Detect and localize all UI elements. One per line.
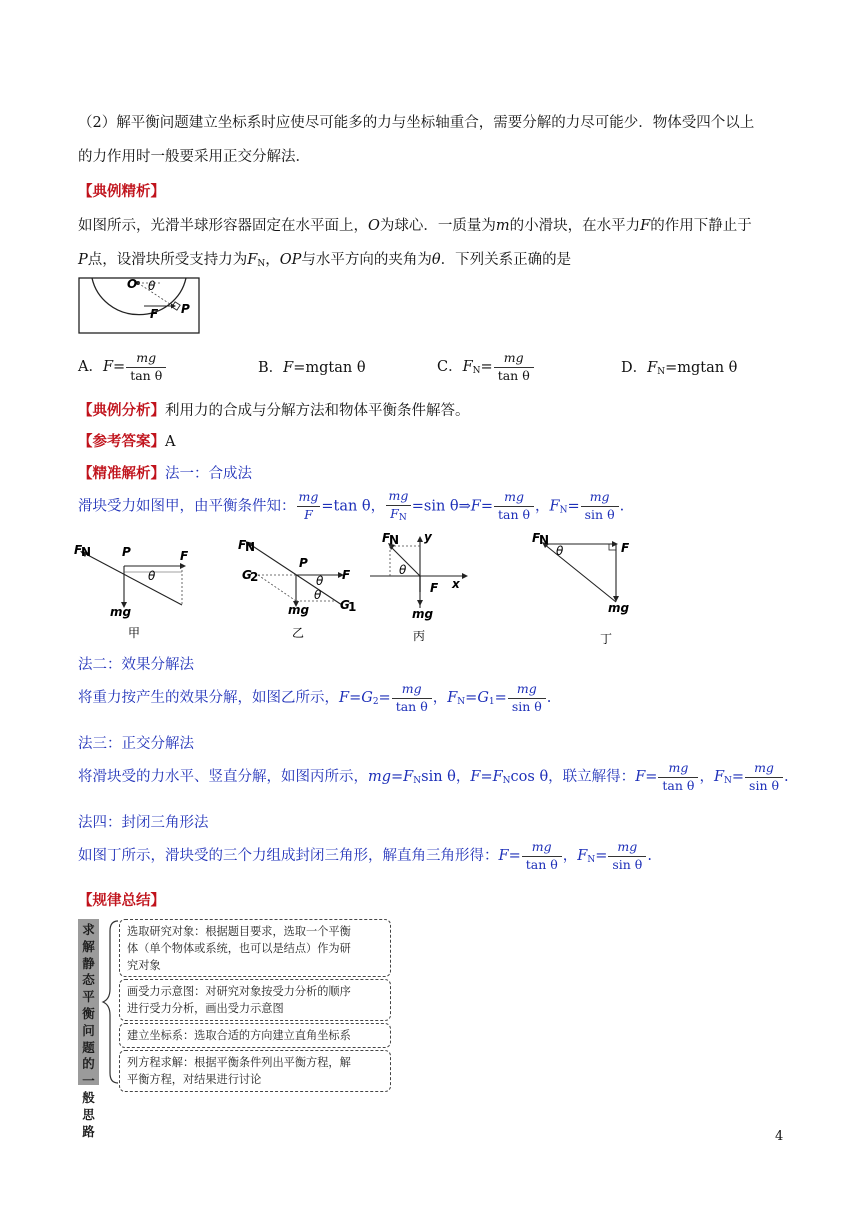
fig-label-O: O [127,277,138,291]
example-question-line-2: P点，设滑块所受支持力为$F_N$，OP与水平方向的夹角为θ．下列关系正确的是 [78,252,572,269]
fig-label-F: F [150,307,159,321]
svg-text:F: F [238,538,247,552]
option-a[interactable]: A．F= $\frac{mg}{\text{tan θ}}$ [78,352,167,382]
caption-ding: 丁 [600,632,613,646]
option-b[interactable]: B．F=mgtan θ [258,360,366,376]
svg-text:F: F [430,581,439,595]
svg-text:P: P [122,545,131,559]
fig-label-theta: θ [148,279,156,293]
svg-text:mg: mg [288,603,310,617]
svg-text:mg: mg [608,601,630,615]
svg-text:F: F [382,531,391,545]
svg-text:θ: θ [399,563,407,577]
svg-text:θ: θ [556,544,564,558]
svg-text:F: F [621,541,630,555]
summary-brace [100,919,120,1085]
svg-text:F: F [180,549,189,563]
analysis-line: 【典例分析】利用力的合成与分解方法和物体平衡条件解答。 [78,402,470,419]
svg-text:θ: θ [148,569,156,583]
svg-text:F: F [74,543,83,557]
intro-line-1: （2）解平衡问题建立坐标系时应使尽可能多的力与坐标轴重合，需要分解的力尽可能少．物体受四个以上 [78,115,755,131]
svg-text:N: N [245,540,256,554]
svg-text:N: N [539,533,550,547]
summary-step-3: 建立坐标系：选取合适的方向建立直角坐标系 [119,1023,391,1048]
method3-heading: 法三：正交分解法 [78,736,194,752]
figure-yi [234,537,364,645]
summary-step-1: 选取研究对象：根据题目要求，选取一个平衡 体（单个物体或系统，也可以是结点）作为研 究对象 [119,919,391,977]
svg-text:F: F [532,531,541,545]
svg-text:θ: θ [314,588,322,602]
svg-text:2: 2 [250,570,259,584]
page-number: 4 [775,1129,784,1144]
svg-text:mg: mg [412,607,434,621]
svg-text:θ: θ [316,574,324,588]
option-d[interactable]: D．$F_N=mgtan$ θ [621,360,738,377]
hemisphere-figure [78,277,200,334]
example-heading: 【典例精析】 [78,183,165,200]
intro-line-2: 的力作用时一般要采用正交分解法． [78,149,310,165]
svg-text:N: N [389,533,400,547]
summary-heading: 【规律总结】 [78,892,165,909]
example-question-line-1: 如图所示，光滑半球形容器固定在水平面上，O为球心．一质量为m的小滑块，在水平力F的作用下静止于 [78,218,752,234]
svg-text:F: F [342,568,351,582]
summary-title: 求解静态平衡问题的一般思路 [78,919,99,1085]
method4-equation-line: 如图丁所示，滑块受的三个力组成封闭三角形，解直角三角形得：F= $\frac{mg}{\text{tan θ}}$ ，$F_N=$ $\frac{mg}{\text{sin θ}}$ . [78,839,652,872]
caption-bing: 丙 [413,629,426,643]
caption-jia: 甲 [128,626,141,640]
solution-heading-line: 【精准解析】法一：合成法 [78,465,252,482]
svg-text:N: N [81,545,92,559]
caption-yi: 乙 [292,626,305,640]
method4-heading: 法四：封闭三角形法 [78,815,209,831]
option-c[interactable]: C．$F_N=$ $\frac{mg}{\text{tan θ}}$ [437,352,535,382]
svg-text:mg: mg [110,605,132,619]
fig-label-P: P [181,302,190,316]
answer-line: 【参考答案】A [78,433,176,450]
method1-equation-line: 滑块受力如图甲，由平衡条件知： $\frac{mg}{F}$ =tan θ， $\frac{mg}{F_N}$ =sin θ⇒F= $\frac{mg}{\text{tan θ}}$ ，$F_N=$ $\frac{mg}{\text{sin θ}}$ . [78,488,625,523]
svg-text:y: y [424,530,432,544]
figure-jia [72,540,202,645]
svg-text:x: x [452,577,460,591]
svg-text:G: G [340,598,350,612]
svg-text:1: 1 [348,600,357,614]
method2-equation-line: 将重力按产生的效果分解，如图乙所示，$F=G_2=$ $\frac{mg}{\text{tan θ}}$ ，$F_N=G_1=$ $\frac{mg}{\text{sin θ}}$ . [78,681,552,714]
summary-step-4: 列方程求解：根据平衡条件列出平衡方程，解 平衡方程，对结果进行讨论 [119,1050,391,1092]
svg-text:P: P [299,556,308,570]
figure-ding [528,530,648,650]
svg-text:G: G [242,568,252,582]
figure-bing [364,530,479,645]
summary-step-2: 画受力示意图：对研究对象按受力分析的顺序 进行受力分析，画出受力示意图 [119,979,391,1021]
method3-equation-line: 将滑块受的力水平、竖直分解，如图丙所示，$mg=F_N\sin$ θ，$F=F_N\cos$ θ，联立解得：F= $\frac{mg}{\text{tan θ}}$ ，$F_N=$ $\frac{mg}{\text{sin θ}}$ . [78,760,789,793]
method2-heading: 法二：效果分解法 [78,657,194,673]
